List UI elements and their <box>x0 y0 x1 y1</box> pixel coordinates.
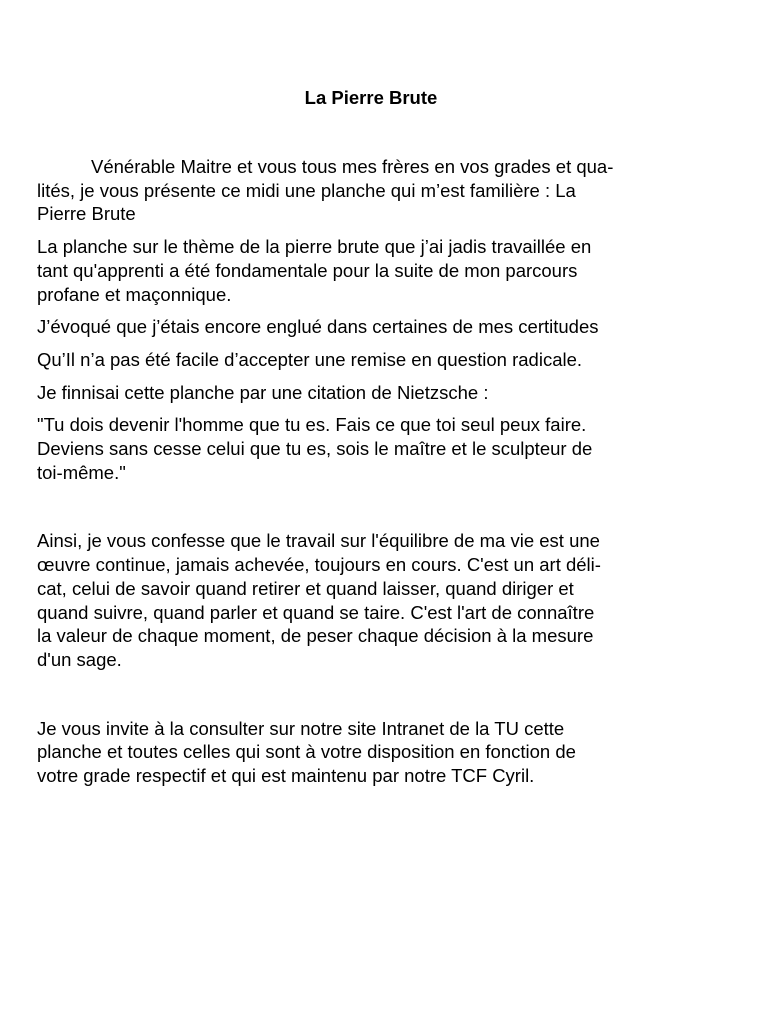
paragraph-line: planche et toutes celles qui sont à votre disposition en fonction de <box>37 741 576 763</box>
paragraph-line: Vénérable Maitre et vous tous mes frères en vos grades et qua- <box>91 156 614 177</box>
paragraph-line: La planche sur le thème de la pierre brute que j’ai jadis travaillée en <box>37 236 592 258</box>
paragraph-line: votre grade respectif et qui est maintenu par notre TCF Cyril. <box>37 765 535 787</box>
paragraph-planche-theme <box>37 235 705 306</box>
paragraph-line: profane et maçonnique. <box>37 283 232 305</box>
paragraph-line: tant qu'apprenti a été fondamentale pour la suite de mon parcours <box>37 259 578 281</box>
document-page <box>37 86 705 797</box>
paragraph-line: lités, je vous présente ce midi une planche qui m’est familière : La <box>37 179 576 201</box>
paragraph-certitudes <box>37 315 705 339</box>
paragraph-line: œuvre continue, jamais achevée, toujours en cours. C'est un art déli- <box>37 554 601 576</box>
paragraph-line: Je vous invite à la consulter sur notre site Intranet de la TU cette <box>37 717 565 739</box>
paragraph-remise-en-question <box>37 348 705 372</box>
paragraph-line: J’évoqué que j’étais encore englué dans certaines de mes certitudes <box>37 316 599 338</box>
paragraph-line: Pierre Brute <box>37 203 136 225</box>
paragraph-line: Je finnisai cette planche par une citation de Nietzsche : <box>37 381 489 403</box>
paragraph-line: Qu’Il n’a pas été facile d’accepter une remise en question radicale. <box>37 348 583 370</box>
quote-line: "Tu dois devenir l'homme que tu es. Fais ce que toi seul peux faire. <box>37 414 587 436</box>
quote-line: Deviens sans cesse celui que tu es, sois le maître et le sculpteur de <box>37 438 593 460</box>
paragraph-nietzsche-quote <box>37 413 705 484</box>
paragraph-citation-intro <box>37 381 705 405</box>
paragraph-line: la valeur de chaque moment, de peser chaque décision à la mesure <box>37 625 594 647</box>
paragraph-greeting <box>37 155 705 226</box>
paragraph-line: cat, celui de savoir quand retirer et quand laisser, quand diriger et <box>37 577 574 599</box>
paragraph-line: quand suivre, quand parler et quand se taire. C'est l'art de connaître <box>37 601 595 623</box>
paragraph-intranet-invitation <box>37 717 705 788</box>
paragraph-line: d'un sage. <box>37 648 122 670</box>
paragraph-line: Ainsi, je vous confesse que le travail sur l'équilibre de ma vie est une <box>37 530 600 552</box>
quote-line: toi-même." <box>37 461 126 483</box>
paragraph-equilibre <box>37 529 705 671</box>
document-title: La Pierre Brute <box>304 87 438 108</box>
